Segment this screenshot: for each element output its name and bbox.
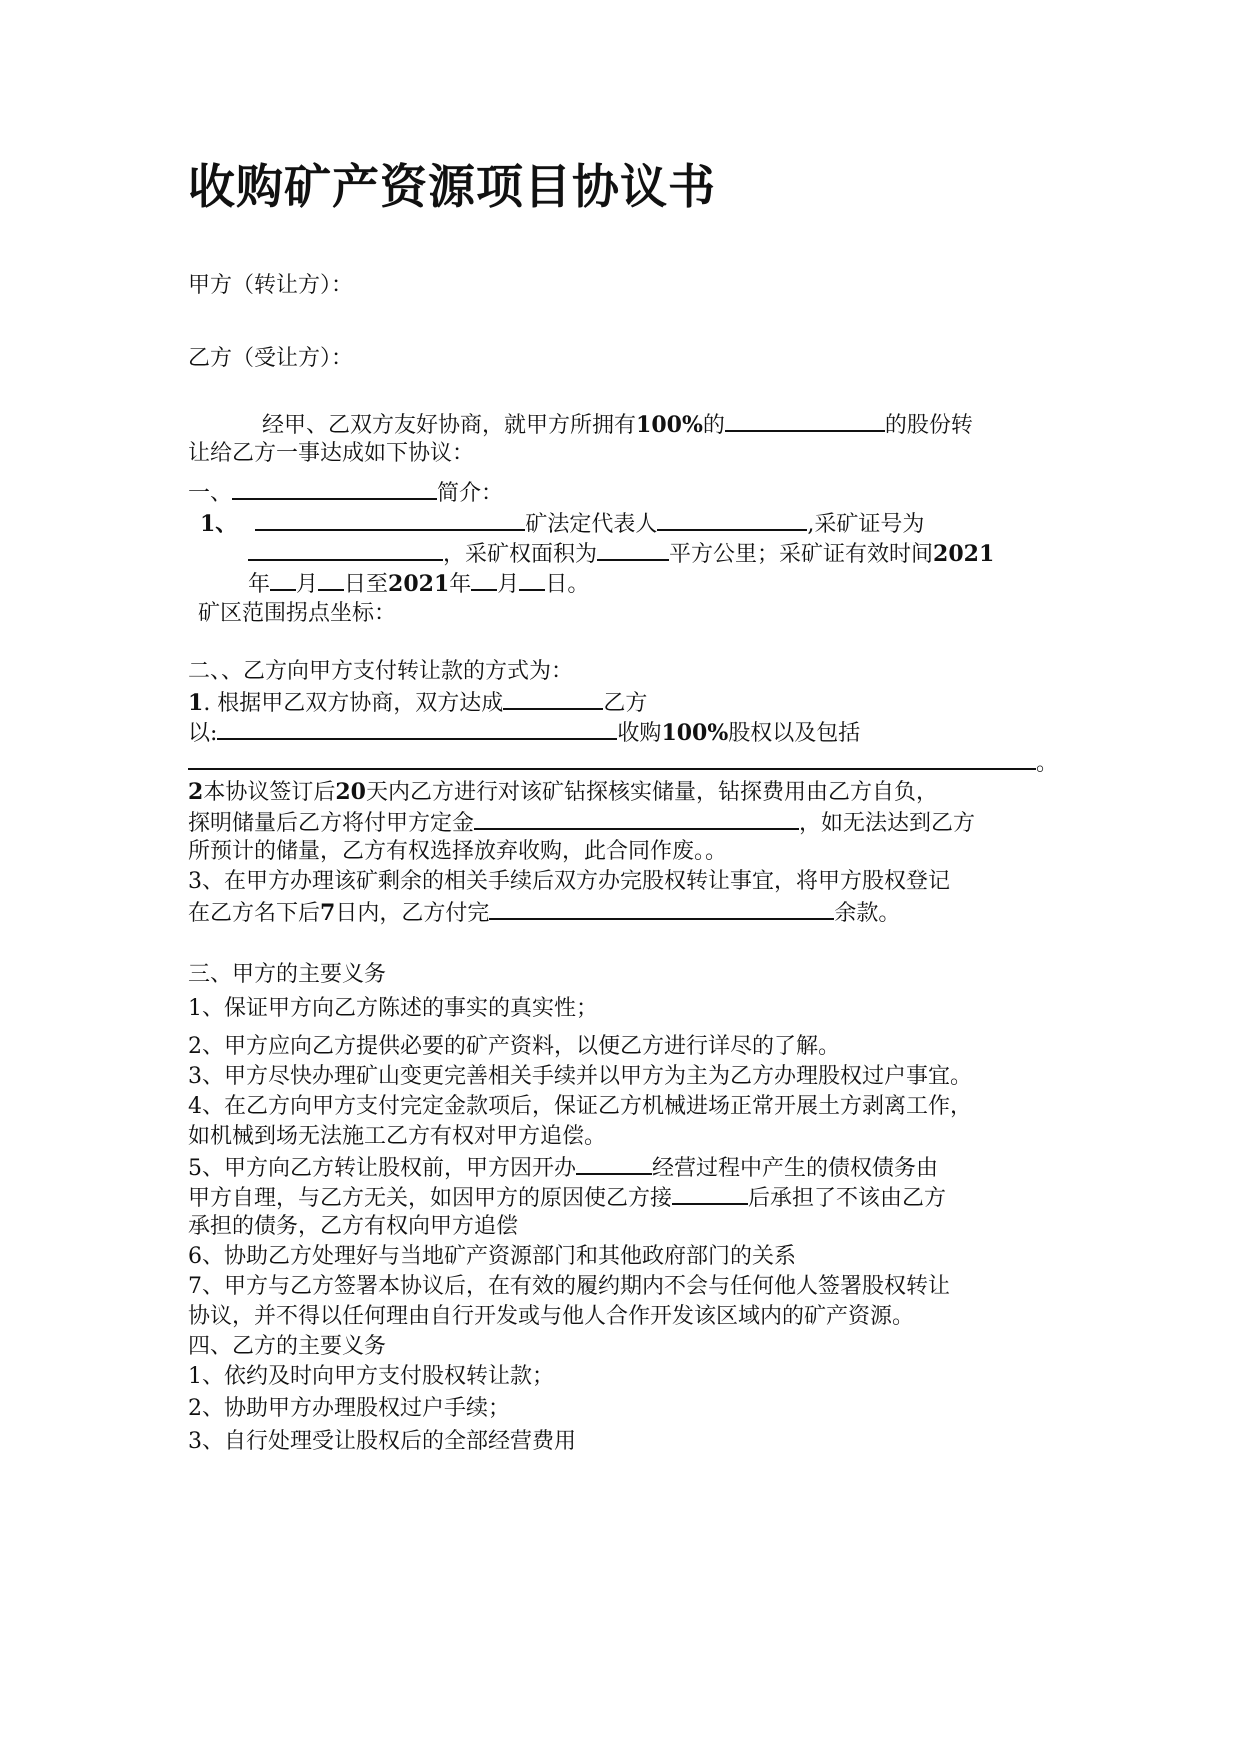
section-3-item-6: 6、协助乙方处理好与当地矿产资源部门和其他政府部门的关系 xyxy=(188,1244,796,1269)
section-2-item-1-line-3: 。 xyxy=(188,748,1058,778)
section-4-item-2: 2、协助甲方办理股权过户手续； xyxy=(188,1396,510,1421)
coords-label: 矿区范围拐点坐标： xyxy=(198,601,397,626)
blank-field xyxy=(248,539,443,561)
blank-field xyxy=(489,898,834,920)
section-3-heading: 三、甲方的主要义务 xyxy=(188,962,387,987)
section-2-item-1-line-1: 1. 根据甲乙双方协商，双方达成 乙方 xyxy=(188,690,648,716)
document-title: 收购矿产资源项目协议书 xyxy=(188,160,716,215)
section-2-item-2-line-3: 所预计的储量，乙方有权选择放弃收购，此合同作废。。 xyxy=(188,839,728,864)
section-2-heading: 二、、乙方向甲方支付转让款的方式为： xyxy=(188,659,574,684)
blank-field xyxy=(270,569,296,591)
section-3-item-5-line-1: 5、甲方向乙方转让股权前，甲方因开办 经营过程中产生的债权债务由 xyxy=(188,1153,938,1183)
section-3-item-5-line-2: 甲方自理，与乙方无关，如因甲方的原因使乙方接 后承担了不该由乙方 xyxy=(188,1183,946,1213)
blank-field xyxy=(232,478,437,500)
section-3-item-7-line-2: 协议，并不得以任何理由自行开发或与他人合作开发该区域内的矿产资源。 xyxy=(188,1304,915,1329)
section-1-item-1-line-1: 1、 矿法定代表人 ,采矿证号为 xyxy=(200,511,925,537)
blank-field xyxy=(576,1153,652,1175)
section-1-heading: 一、 简介： xyxy=(188,478,503,508)
blank-field xyxy=(471,569,497,591)
party-a-label: 甲方（转让方）： xyxy=(188,273,354,298)
blank-field xyxy=(657,509,807,531)
section-2-item-2-line-2: 探明储量后乙方将付甲方定金 ，如无法达到乙方 xyxy=(188,808,975,838)
blank-field xyxy=(318,569,344,591)
blank-field xyxy=(188,748,1036,770)
section-2-item-3-line-1: 3、在甲方办理该矿剩余的相关手续后双方办完股权转让事宜，将甲方股权登记 xyxy=(188,869,950,894)
section-4-item-3: 3、自行处理受让股权后的全部经营费用 xyxy=(188,1429,576,1454)
blank-field xyxy=(725,410,885,432)
section-3-item-3: 3、甲方尽快办理矿山变更完善相关手续并以甲方为主为乙方办理股权过户事宜。 xyxy=(188,1064,972,1089)
section-2-item-1-line-2: 以: 收购100%股权以及包括 xyxy=(188,720,861,746)
section-2-item-3-line-2: 在乙方名下后7日内，乙方付完 余款。 xyxy=(188,900,901,926)
blank-field xyxy=(255,509,525,531)
blank-field xyxy=(474,808,799,830)
section-3-item-4-line-1: 4、在乙方向甲方支付完定金款项后，保证乙方机械进场正常开展土方剥离工作， xyxy=(188,1094,972,1119)
blank-field xyxy=(217,718,617,740)
blank-field xyxy=(597,539,669,561)
section-3-item-4-line-2: 如机械到场无法施工乙方有权对甲方追偿。 xyxy=(188,1124,607,1149)
section-3-item-1: 1、保证甲方向乙方陈述的事实的真实性； xyxy=(188,996,598,1021)
section-3-item-5-line-3: 承担的债务，乙方有权向甲方追偿 xyxy=(188,1214,519,1239)
section-1-item-1-line-2: ，采矿权面积为 平方公里；采矿证有效时间2021 xyxy=(248,539,994,569)
blank-field xyxy=(672,1183,748,1205)
intro-line-1: 经甲、乙双方友好协商，就甲方所拥有100%的 的股份转 xyxy=(262,412,973,438)
section-4-heading: 四、乙方的主要义务 xyxy=(188,1334,387,1359)
blank-field xyxy=(519,569,545,591)
blank-field xyxy=(503,688,603,710)
section-3-item-7-line-1: 7、甲方与乙方签署本协议后，在有效的履约期内不会与任何他人签署股权转让 xyxy=(188,1274,950,1299)
party-b-label: 乙方（受让方）： xyxy=(188,346,354,371)
section-1-item-1-line-3: 年 月 日至2021年 月 日。 xyxy=(248,571,590,597)
section-3-item-2: 2、甲方应向乙方提供必要的矿产资料，以便乙方进行详尽的了解。 xyxy=(188,1034,840,1059)
section-2-item-2-line-1: 2本协议签订后20天内乙方进行对该矿钻探核实储量，钻探费用由乙方自负， xyxy=(188,779,938,805)
intro-line-2: 让给乙方一事达成如下协议： xyxy=(188,441,475,466)
section-4-item-1: 1、依约及时向甲方支付股权转让款； xyxy=(188,1364,554,1389)
